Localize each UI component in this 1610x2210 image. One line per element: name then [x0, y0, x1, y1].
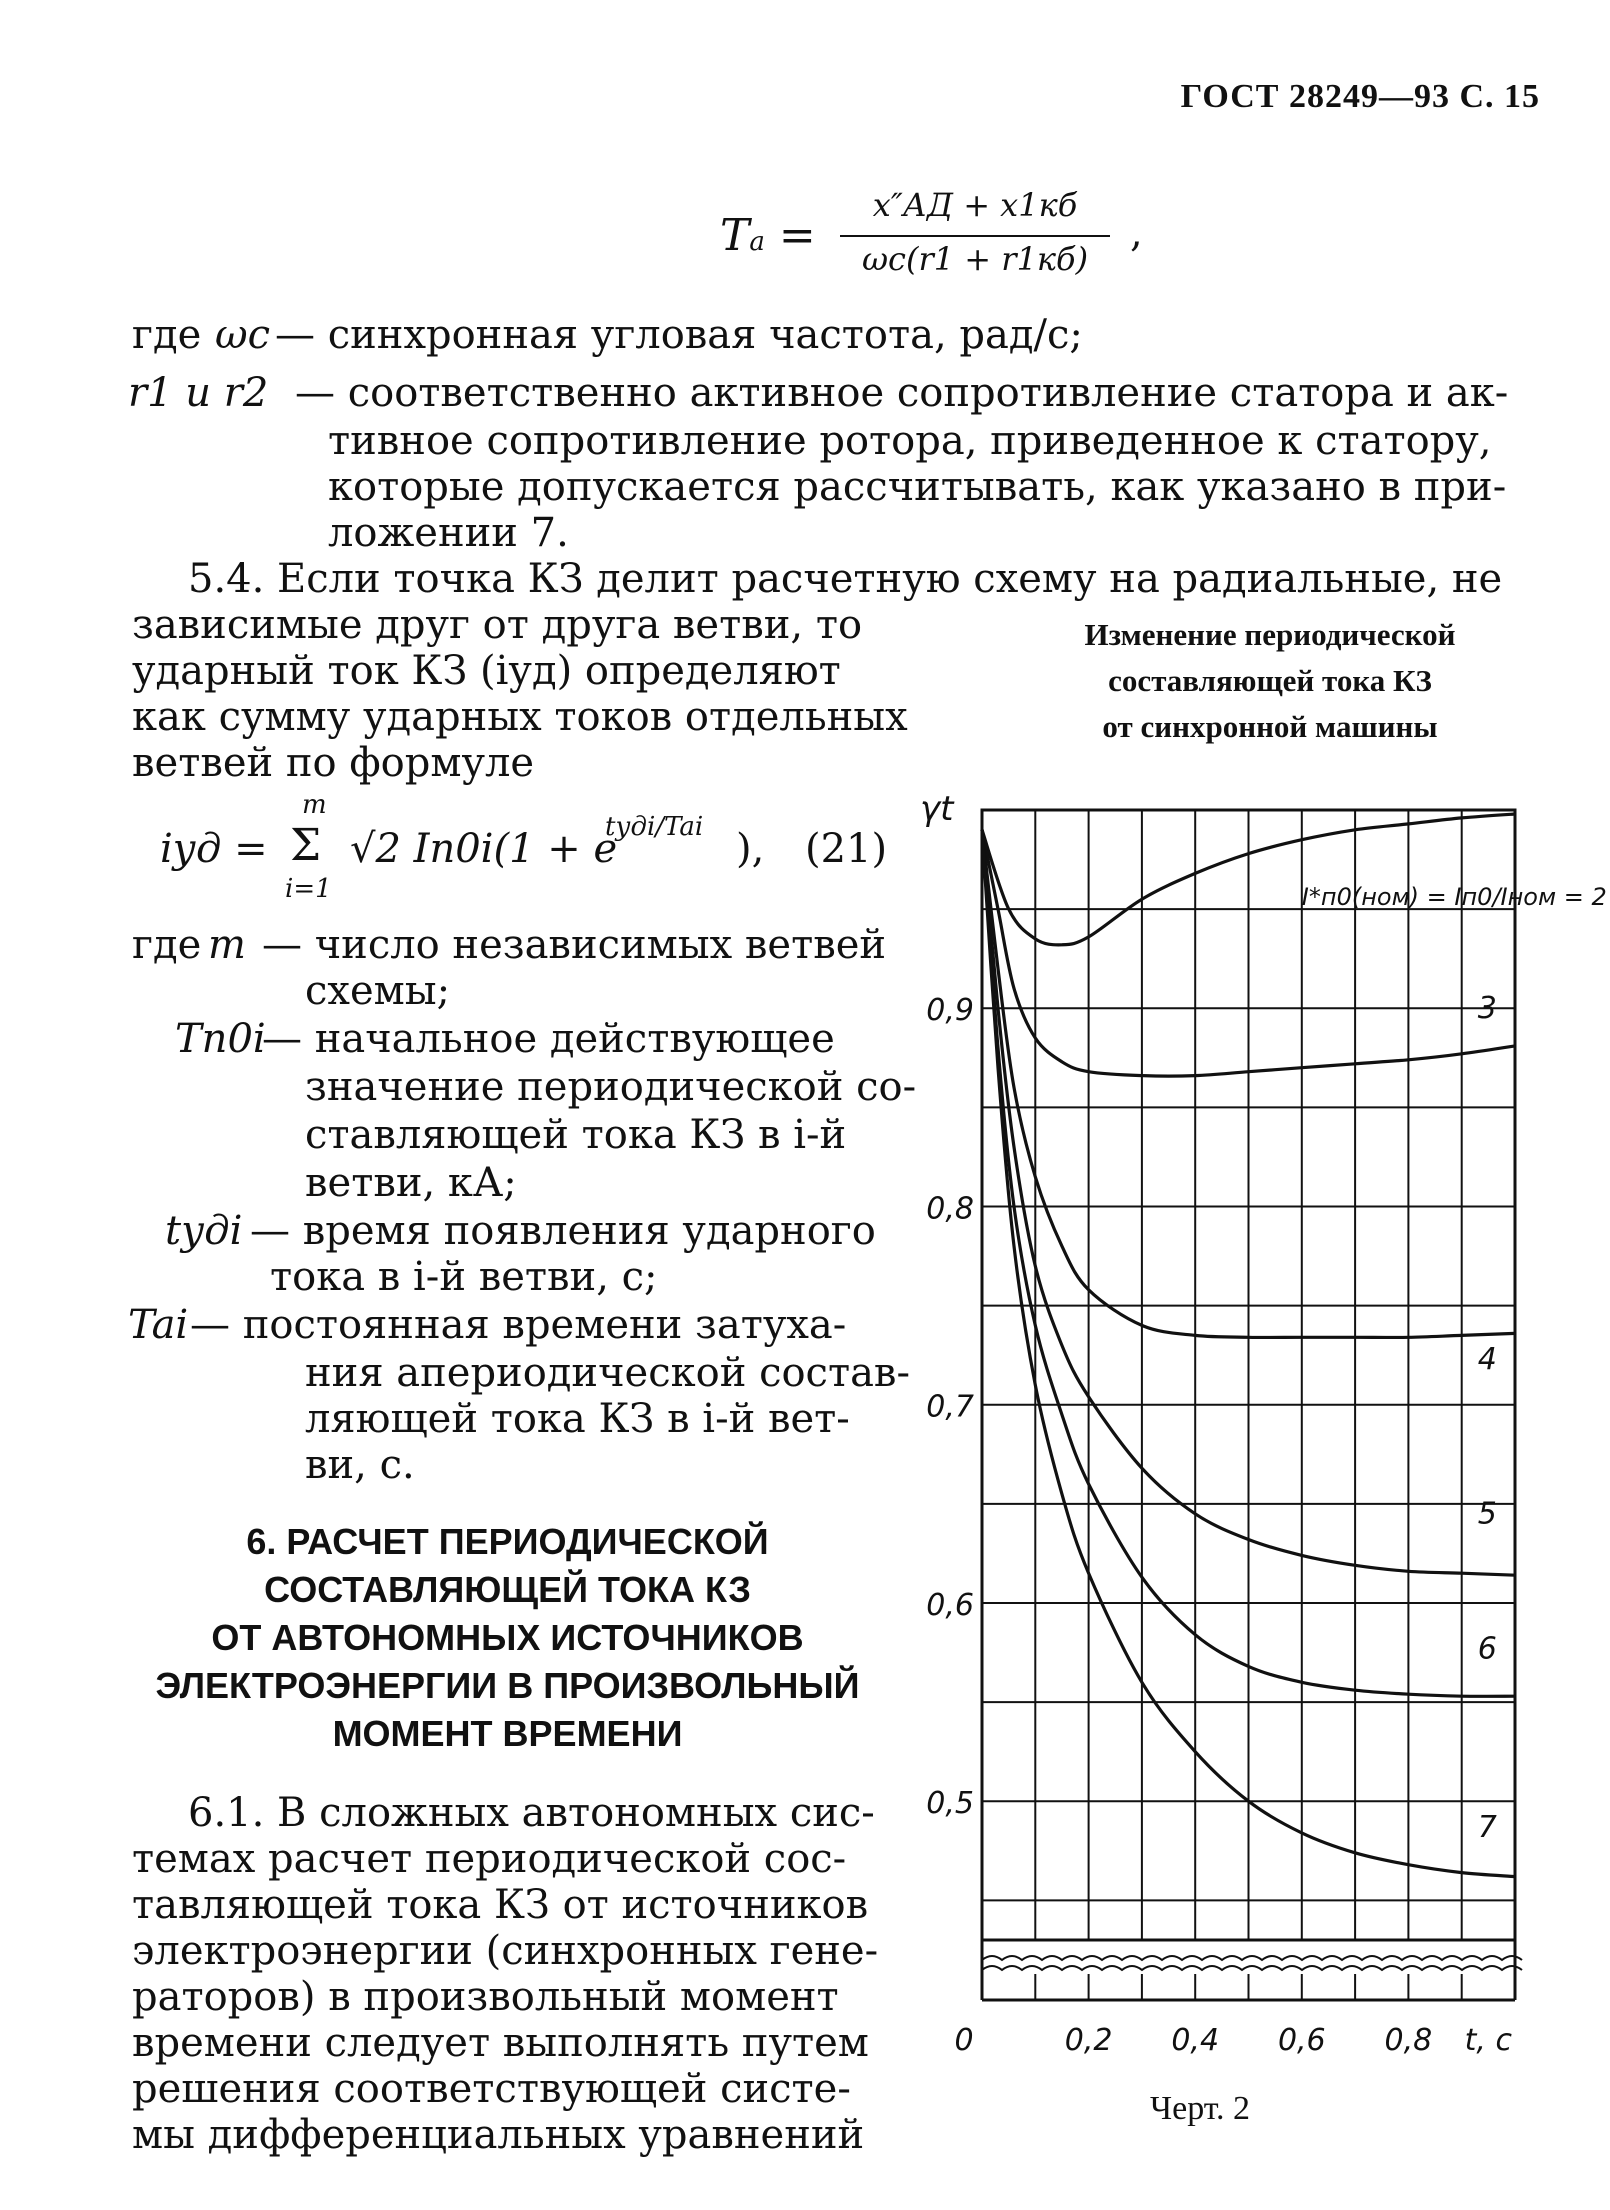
curve-label: 5 — [1477, 1496, 1497, 1532]
def-m-symbol: m — [208, 922, 246, 968]
axis-break-wave — [982, 1956, 1522, 1960]
def-r-text-line3: которые допускается рассчитывать, как указано в при- — [328, 464, 1507, 510]
section-6-heading-line: ОТ АВТОНОМНЫХ ИСТОЧНИКОВ — [211, 1617, 804, 1658]
formula-ta-fraction-bar — [840, 235, 1110, 237]
def-ta-text: ви, с. — [305, 1442, 415, 1488]
formula-21-upper: m — [302, 790, 327, 820]
def-m-text: — число независимых ветвей — [262, 922, 887, 968]
section-6-heading-line: ЭЛЕКТРОЭНЕРГИИ В ПРОИЗВОЛЬНЫЙ — [155, 1665, 860, 1706]
section-6-heading-line: МОМЕНТ ВРЕМЕНИ — [332, 1713, 683, 1754]
y-tick-label: 0,9 — [926, 993, 974, 1029]
para-54-line: ударный ток КЗ (iуд) определяют — [132, 648, 841, 694]
chart-caption: Черт. 2 — [1150, 2090, 1251, 2127]
para-61-line: тавляющей тока КЗ от источников — [132, 1882, 869, 1928]
def-tp0-symbol: Tп0i — [175, 1016, 266, 1062]
para-54-first-line: 5.4. Если точка КЗ делит расчетную схему на радиальные, не — [188, 556, 1503, 602]
section-6-heading-line: СОСТАВЛЯЮЩЕЙ ТОКА КЗ — [264, 1569, 751, 1610]
section-6-heading — [120, 1518, 895, 1758]
def-r-symbol: r1 и r2 — [128, 370, 269, 416]
where-label: где — [132, 922, 202, 968]
def-ta-symbol: Tai — [128, 1302, 189, 1348]
formula-ta-numerator: x″АД + x1кб — [872, 186, 1078, 224]
def-r-text-line2: тивное сопротивление ротора, приведенное к статору, — [328, 418, 1492, 464]
def-tp0-text: значение периодической со- — [305, 1064, 917, 1110]
formula-ta-lhs: T — [720, 210, 750, 261]
axis-break-wave — [982, 1966, 1522, 1970]
chart-title — [1000, 612, 1540, 750]
x-tick-label: t, c — [1464, 2023, 1513, 2058]
def-tud-text: тока в i-й ветви, с; — [270, 1254, 658, 1300]
def-ta-text: ляющей тока КЗ в i-й вет- — [305, 1396, 850, 1442]
formula-21-sigma: Σ — [290, 820, 322, 871]
formula-21-lhs: iуд = — [160, 826, 268, 872]
y-tick-label: 0,5 — [926, 1786, 974, 1822]
x-tick-label: 0,6 — [1277, 2023, 1326, 2058]
formula-ta-lhs-sub: a — [749, 227, 765, 257]
formula-21-body: √2 Iп0i(1 + e — [350, 826, 618, 872]
def-m-text: схемы; — [305, 968, 451, 1014]
para-61-line: решения соответствующей систе- — [132, 2066, 851, 2112]
chart-title-line: Изменение периодической — [1084, 617, 1456, 652]
def-r-text-line4: ложении 7. — [328, 510, 569, 556]
def-tp0-text: ветви, кА; — [305, 1160, 517, 1206]
para-61-line: мы дифференциальных уравнений — [132, 2112, 865, 2158]
y-tick-label: 0,6 — [926, 1587, 974, 1623]
chart-title-line: составляющей тока КЗ — [1108, 663, 1432, 698]
formula-ta-denominator: ωc(r1 + r1кб) — [861, 240, 1089, 278]
formula-21-lower: i=1 — [285, 874, 332, 904]
gamma-t-chart — [900, 770, 1607, 2070]
para-61-line: темах расчет периодической сос- — [132, 1836, 847, 1882]
x-tick-label: 0,4 — [1171, 2023, 1220, 2058]
formula-21-number: (21) — [805, 826, 888, 872]
def-tud-symbol: tудi — [165, 1208, 243, 1254]
curve-label: 6 — [1477, 1631, 1497, 1667]
para-61-line: времени следует выполнять путем — [132, 2020, 869, 2066]
curve-label: 3 — [1477, 991, 1497, 1027]
y-tick-label: 0,7 — [926, 1389, 974, 1425]
para-54-line: как сумму ударных токов отдельных — [132, 694, 908, 740]
def-r-text: — соответственно активное сопротивление статора и ак- — [295, 370, 1509, 416]
def-ta-text: — постоянная времени затуха- — [190, 1302, 847, 1348]
curve-label: 7 — [1477, 1809, 1497, 1845]
formula-21-exponent: tудi/Tai — [605, 812, 704, 842]
x-tick-label: 0,2 — [1064, 2023, 1113, 2058]
section-6-heading-line: 6. РАСЧЕТ ПЕРИОДИЧЕСКОЙ — [246, 1521, 769, 1562]
x-tick-label: 0 — [954, 2023, 974, 2058]
curve-label: I*п0(ном) = Iп0/Iном = 2 — [1301, 883, 1607, 912]
para-54-line: зависимые друг от друга ветви, то — [132, 602, 863, 648]
formula-ta: Ta = x″АД + x1кб ωc(r1 + r1кб) , — [720, 186, 1143, 278]
def-tp0-text: ставляющей тока КЗ в i-й — [305, 1112, 847, 1158]
chart-title-line: от синхронной машины — [1102, 709, 1438, 744]
def-omega-text: — синхронная угловая частота, рад/с; — [275, 312, 1083, 358]
def-ta-text: ния апериодической состав- — [305, 1350, 910, 1396]
formula-21-close: ), — [736, 826, 765, 872]
para-61-line: электроэнергии (синхронных гене- — [132, 1928, 879, 1974]
para-54-line: ветвей по формуле — [132, 740, 535, 786]
y-tick-label: 0,8 — [926, 1191, 974, 1227]
y-axis-label: γt — [920, 789, 954, 829]
curve-label: 4 — [1477, 1342, 1497, 1378]
def-omega-symbol: ωc — [215, 312, 271, 358]
formula-ta-comma: , — [1130, 210, 1143, 256]
def-tp0-text: — начальное действующее — [262, 1016, 835, 1062]
where-label: где — [132, 312, 202, 358]
formula-21 — [150, 790, 890, 910]
def-tud-text: — время появления ударного — [250, 1208, 876, 1254]
x-tick-label: 0,8 — [1384, 2023, 1433, 2058]
para-61-line: раторов) в произвольный момент — [132, 1974, 839, 2020]
page-header: ГОСТ 28249—93 С. 15 — [1180, 78, 1540, 115]
para-61-line: 6.1. В сложных автономных сис- — [188, 1790, 875, 1836]
